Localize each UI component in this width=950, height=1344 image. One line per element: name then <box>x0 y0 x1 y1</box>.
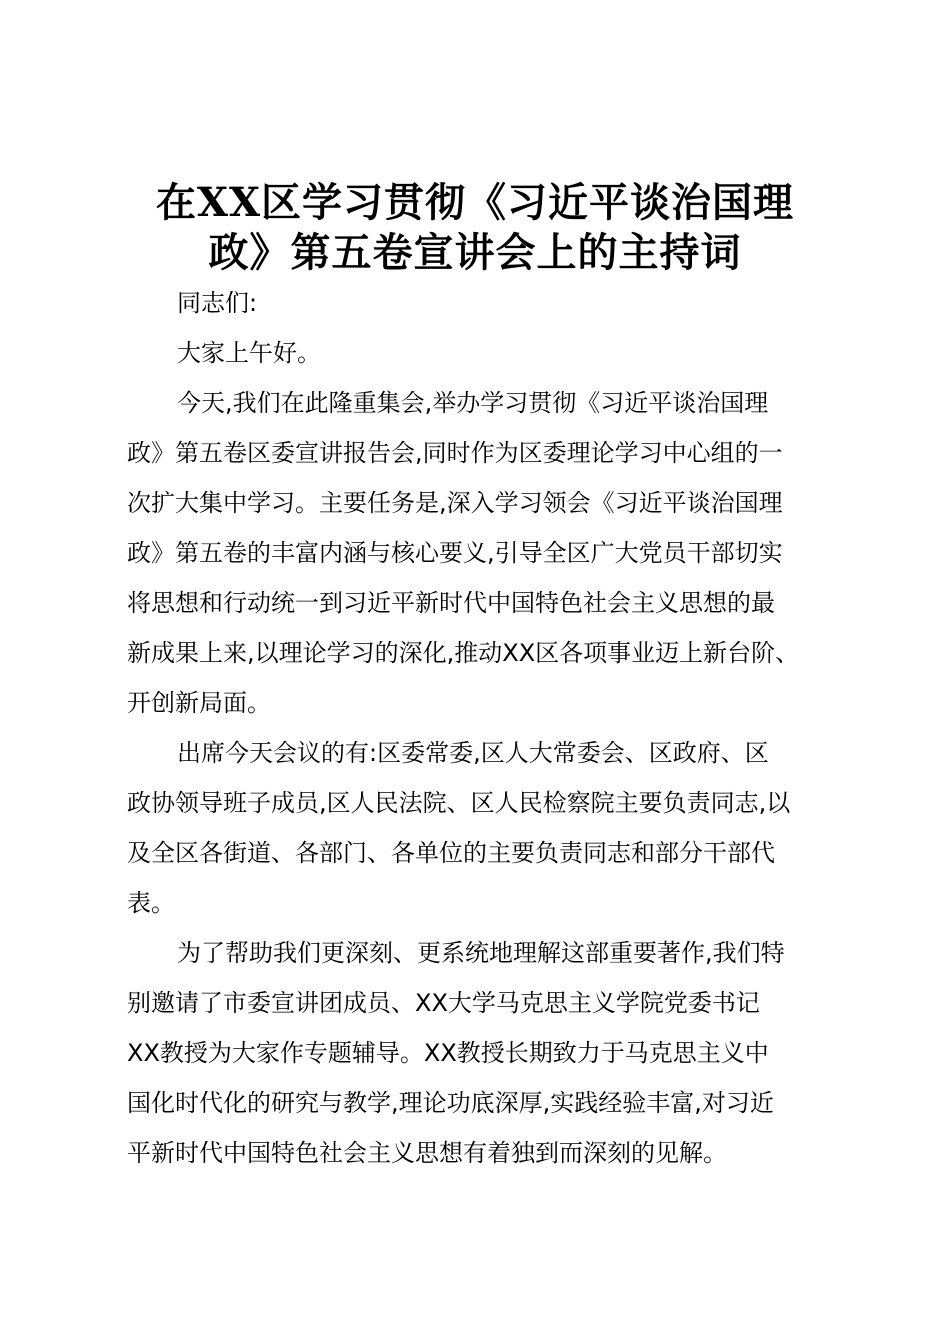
paragraph-intro <box>127 378 833 728</box>
paragraph-line: 平新时代中国特色社会主义思想有着独到而深刻的见解。 <box>127 1139 727 1167</box>
paragraph-line: 新成果上来,以理论学习的深化,推动XX区各项事业迈上新台阶、 <box>127 639 800 667</box>
document-body <box>127 278 833 1178</box>
paragraph-line: 政协领导班子成员,区人民法院、区人民检察院主要负责同志,以 <box>127 789 791 817</box>
title-line: 在XX区学习贯彻《习近平谈治国理 <box>155 179 795 226</box>
salutation: 同志们: <box>177 289 258 317</box>
greeting: 大家上午好。 <box>177 339 321 367</box>
paragraph-line: 为了帮助我们更深刻、更系统地理解这部重要著作,我们特 <box>177 939 785 967</box>
document-title <box>120 178 830 278</box>
paragraph-line: 开创新局面。 <box>127 689 271 717</box>
title-line: 政》第五卷宣讲会上的主持词 <box>208 229 742 276</box>
paragraph-line: 政》第五卷的丰富内涵与核心要义,引导全区广大党员干部切实 <box>127 539 783 567</box>
paragraph-line: 今天,我们在此隆重集会,举办学习贯彻《习近平谈治国理 <box>177 389 769 417</box>
paragraph-line: 别邀请了市委宣讲团成员、XX大学马克思主义学院党委书记 <box>127 989 760 1017</box>
paragraph-line: XX教授为大家作专题辅导。XX教授长期致力于马克思主义中 <box>127 1039 769 1067</box>
paragraph-attendees <box>127 728 833 928</box>
paragraph-line: 出席今天会议的有:区委常委,区人大常委会、区政府、区 <box>177 739 769 767</box>
paragraph-line: 表。 <box>127 889 175 917</box>
paragraph-line: 次扩大集中学习。主要任务是,深入学习领会《习近平谈治国理 <box>127 489 783 517</box>
paragraph-line: 及全区各街道、各部门、各单位的主要负责同志和部分干部代 <box>127 839 775 867</box>
paragraph-line: 政》第五卷区委宣讲报告会,同时作为区委理论学习中心组的一 <box>127 439 783 467</box>
paragraph-line: 国化时代化的研究与教学,理论功底深厚,实践经验丰富,对习近 <box>127 1089 774 1117</box>
paragraph-line: 将思想和行动统一到习近平新时代中国特色社会主义思想的最 <box>127 589 775 617</box>
paragraph-speaker <box>127 928 833 1178</box>
